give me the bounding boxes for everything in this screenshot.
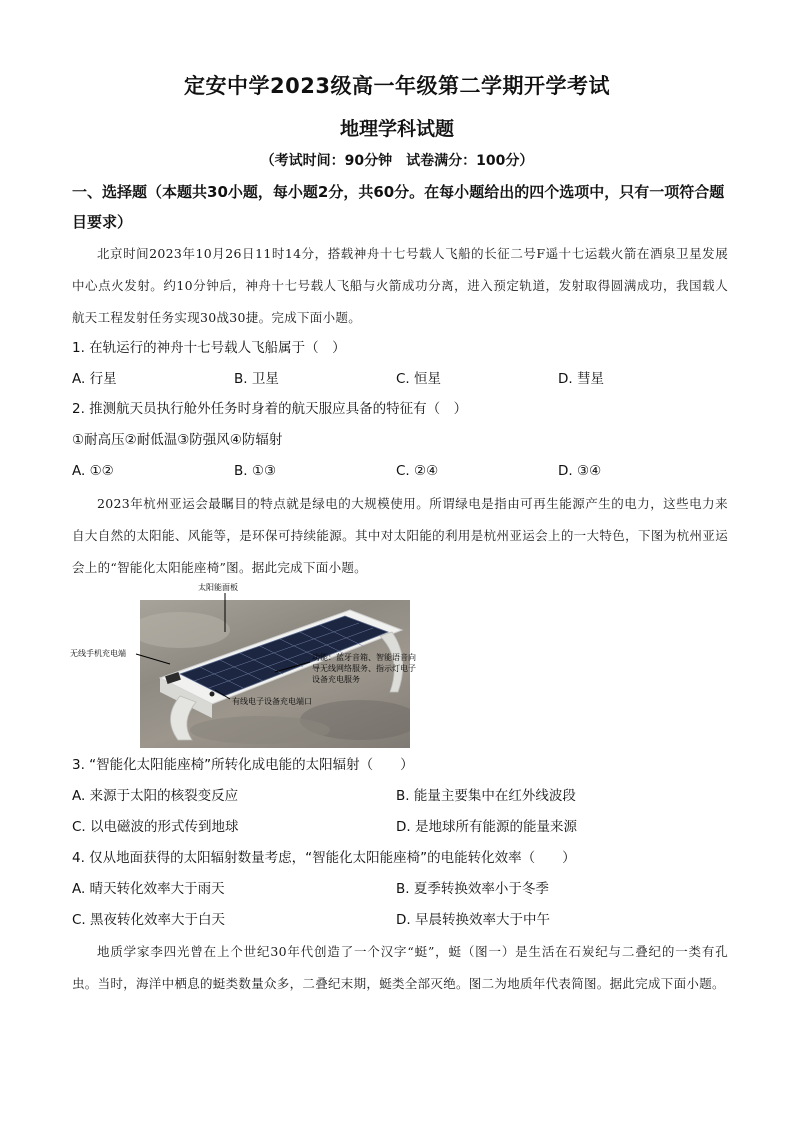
question-1-stem: 1. 在轨运行的神舟十七号载人飞船属于（ ）	[72, 340, 346, 356]
question-3-option-d[interactable]: D. 是地球所有能源的能量来源	[396, 819, 577, 835]
label-wireless-charger: 无线手机充电端	[70, 649, 126, 658]
label-functions: 功能：蓝牙音箱、智能语音向导无线网络服务、指示灯电子设备充电服务	[312, 653, 416, 684]
question-1-option-c[interactable]: C. 恒星	[396, 371, 442, 387]
question-1-options	[72, 369, 732, 389]
question-1-option-d[interactable]: D. 彗星	[558, 371, 604, 387]
label-solar-panel: 太阳能面板	[198, 583, 238, 592]
question-4-option-b[interactable]: B. 夏季转换效率小于冬季	[396, 881, 549, 897]
section-heading: 一、选择题（本题共30小题，每小题2分，共60分。在每小题给出的四个选项中，只有一项符合题目要求）	[72, 183, 725, 231]
question-2-options	[72, 461, 732, 481]
question-4-option-a[interactable]: A. 晴天转化效率大于雨天	[72, 881, 225, 897]
question-2-option-a[interactable]: A. ①②	[72, 463, 114, 479]
passage-2: 2023年杭州亚运会最瞩目的特点就是绿电的大规模使用。所谓绿电是指由可再生能源产生的电力，这些电力来自大自然的太阳能、风能等，是环保可持续能源。其中对太阳能的利用是杭州亚运会上的一大特色，下图为杭州亚运会上的“智能化太阳能座椅”图。据此完成下面小题。	[72, 496, 728, 575]
question-2-stem: 2. 推测航天员执行舱外任务时身着的航天服应具备的特征有（ ）	[72, 401, 468, 417]
question-4-option-d[interactable]: D. 早晨转换效率大于中午	[396, 912, 550, 928]
question-2-statements: ①耐高压②耐低温③防强风④防辐射	[72, 432, 283, 448]
passage-1: 北京时间2023年10月26日11时14分，搭载神舟十七号载人飞船的长征二号F遥十七运载火箭在酒泉卫星发展中心点火发射。约10分钟后，神舟十七号载人飞船与火箭成功分离，进入预定轨道，发射取得圆满成功，我国载人航天工程发射任务实现30战30捷。完成下面小题。	[72, 246, 728, 325]
label-wired-port: 有线电子设备充电端口	[232, 697, 312, 706]
question-1-option-b[interactable]: B. 卫星	[234, 371, 279, 387]
question-3-option-a[interactable]: A. 来源于太阳的核裂变反应	[72, 788, 239, 804]
question-2-option-d[interactable]: D. ③④	[558, 463, 602, 479]
question-3-option-b[interactable]: B. 能量主要集中在红外线波段	[396, 788, 576, 804]
exam-title: 定安中学2023级高一年级第二学期开学考试	[184, 74, 610, 98]
question-1-option-a[interactable]: A. 行星	[72, 371, 117, 387]
question-4-options-row-2	[72, 910, 732, 930]
exam-subtitle: 地理学科试题	[339, 118, 454, 140]
question-4-stem: 4. 仅从地面获得的太阳辐射数量考虑，“智能化太阳能座椅”的电能转化效率（ ）	[72, 850, 576, 866]
question-2-option-c[interactable]: C. ②④	[396, 463, 439, 479]
solar-bench-figure	[70, 582, 430, 750]
passage-3: 地质学家李四光曾在上个世纪30年代创造了一个汉字“蜓”，蜓（图一）是生活在石炭纪与二叠纪的一类有孔虫。当时，海洋中栖息的蜓类数量众多，二叠纪末期，蜓类全部灭绝。图二为地质年代表简图。据此完成下面小题。	[72, 944, 728, 991]
question-4-option-c[interactable]: C. 黑夜转化效率大于白天	[72, 912, 226, 928]
question-3-options-row-2	[72, 817, 732, 837]
exam-info: （考试时间：90分钟 试卷满分：100分）	[260, 153, 534, 169]
question-3-options-row-1	[72, 786, 732, 806]
question-4-options-row-1	[72, 879, 732, 899]
question-3-option-c[interactable]: C. 以电磁波的形式传到地球	[72, 819, 239, 835]
question-2-option-b[interactable]: B. ①③	[234, 463, 277, 479]
question-3-stem: 3. “智能化太阳能座椅”所转化成电能的太阳辐射（ ）	[72, 757, 414, 773]
